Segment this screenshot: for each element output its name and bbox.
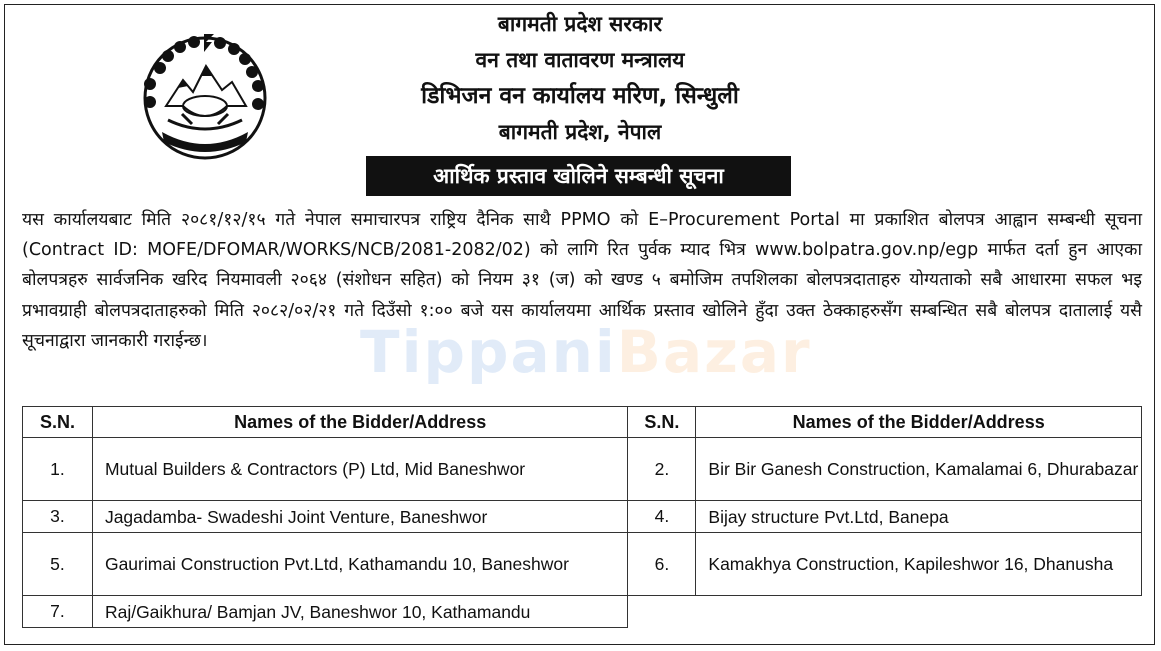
table-row [23, 596, 1142, 628]
bidder-name: Gaurimai Construction Pvt.Ltd, Kathamandu 10, Baneshwor [92, 533, 627, 596]
name-header: Names of the Bidder/Address [696, 407, 1142, 438]
bidder-name: Raj/Gaikhura/ Bamjan JV, Baneshwor 10, Kathamandu [92, 596, 627, 628]
row-sn: 7. [23, 596, 93, 628]
table-row [23, 533, 1142, 596]
row-sn: 6. [628, 533, 696, 596]
row-sn: 5. [23, 533, 93, 596]
bidders-table [22, 406, 1142, 628]
row-sn: 4. [628, 501, 696, 533]
bidder-name: Kamakhya Construction, Kapileshwor 16, Dhanusha [696, 533, 1142, 596]
sn-header: S.N. [628, 407, 696, 438]
bidder-name: Jagadamba- Swadeshi Joint Venture, Baneshwor [92, 501, 627, 533]
table-row [23, 438, 1142, 501]
name-header: Names of the Bidder/Address [92, 407, 627, 438]
bidder-name: Bijay structure Pvt.Ltd, Banepa [696, 501, 1142, 533]
table-row [23, 501, 1142, 533]
government-name: बागमती प्रदेश सरकार [497, 12, 663, 36]
notice-title: आर्थिक प्रस्ताव खोलिने सम्बन्धी सूचना [366, 156, 791, 196]
office-name: डिभिजन वन कार्यालय मरिण, सिन्धुली [421, 83, 739, 109]
empty-cell [628, 596, 1142, 628]
row-sn: 2. [628, 438, 696, 501]
row-sn: 1. [23, 438, 93, 501]
watermark-part2: Bazar [616, 318, 812, 386]
bidder-name: Mutual Builders & Contractors (P) Ltd, Mid Baneshwor [92, 438, 627, 501]
watermark-part1: Tippani [360, 318, 617, 386]
table-header-row [23, 407, 1142, 438]
province-country: बागमती प्रदेश, नेपाल [498, 120, 662, 144]
bidder-name: Bir Bir Ganesh Construction, Kamalamai 6, Dhurabazar [696, 438, 1142, 501]
ministry-name: वन तथा वातावरण मन्त्रालय [475, 48, 685, 72]
notice-body: यस कार्यालयबाट मिति २०८१/१२/१५ गते नेपाल समाचारपत्र राष्ट्रिय दैनिक साथै PPMO को E–Procurement Portal मा प्रकाशित बोलपत्र आह्वान सम्बन्धी सूचना (Contract ID: MOFE/DFOMAR/WORKS/NCB/2081-2082/02) को लागि रित पुर्वक म्याद भित्र www.bolpatra.gov.np/egp मार्फत दर्ता हुन आएका बोलपत्रहरु सार्वजनिक खरिद नियमावली २०६४ (संशोधन सहित) को नियम ३१ (ज) को खण्ड ५ बमोजिम तपशिलका बोलपत्रदाताहरु योग्यताको सबै आधारमा सफल भइ प्रभावग्राही बोलपत्रदाताहरुको मिति २०८२/०२/२१ गते दिउँसो १:०० बजे यस कार्यालयमा आर्थिक प्रस्ताव खोलिने हुँदा उक्त ठेक्काहरुसँग सम्बन्धित सबै बोलपत्र दातालाई यसै सूचनाद्वारा जानकारी गराईन्छ। [22, 210, 1142, 351]
row-sn: 3. [23, 501, 93, 533]
office-header [300, 6, 860, 150]
nepal-emblem-icon [138, 28, 272, 162]
sn-header: S.N. [23, 407, 93, 438]
